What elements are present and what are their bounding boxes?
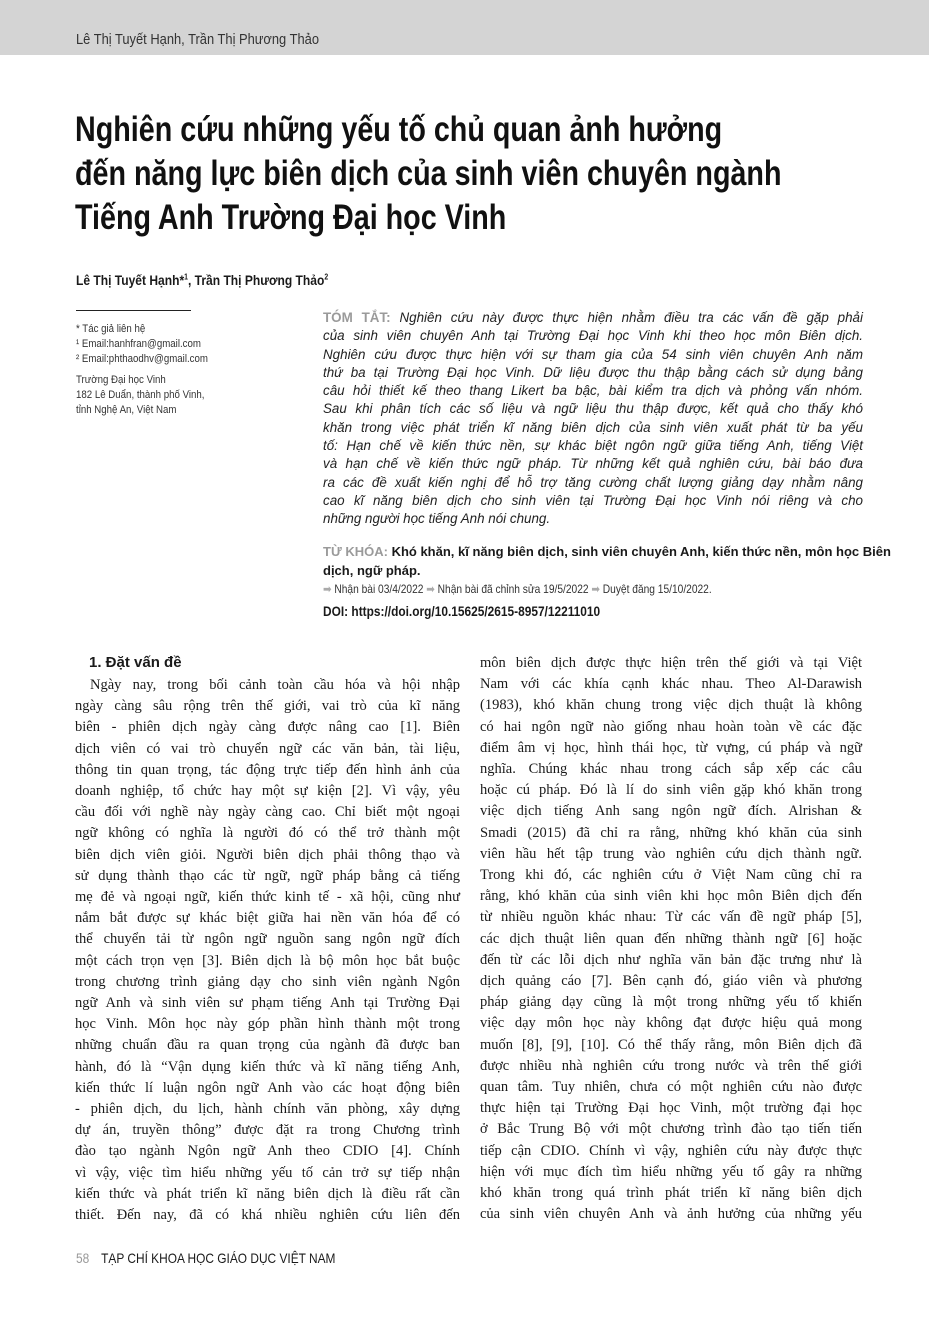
text-line: Ngày nay, trong bối cảnh toàn cầu hóa và hội nhập: [90, 677, 460, 693]
text-line: dịch viên có vai trò chuyển ngữ các văn bản, tài liệu,: [75, 740, 460, 757]
text-line: đến từ các lỗi dịch như nghĩa văn bản đặc trưng như là: [480, 951, 862, 968]
text-line: tố: Hạn chế về kiến thức nền, sự khác biệt ngôn ngữ giữa tiếng Anh, tiếng Việt: [323, 438, 863, 454]
text-line: viên hầu hết tập trung vào nghiên cứu dịch thành ngữ.: [480, 845, 862, 862]
author-sep: ,: [187, 272, 195, 288]
section-label: TỪ KHÓA:: [323, 544, 388, 559]
journal-name: TẠP CHÍ KHOA HỌC GIÁO DỤC VIỆT NAM: [101, 1250, 336, 1266]
text-line: cầu đối với nghề này ngày càng cao. Chỉ biết một ngoại: [75, 804, 460, 821]
text-line: Sau khi phân tích các số liệu và ngữ liệu thu thập được, kết quả cho thấy khó: [323, 401, 863, 417]
text-line: dự án, truyền thông” được đặt ra trong Chương trình: [75, 1122, 460, 1139]
text-line: những chuẩn đầu ra quan trọng của ngành đã được ban: [75, 1037, 460, 1054]
title-line: Nghiên cứu những yếu tố chủ quan ảnh hưởng: [75, 110, 723, 149]
arrow-icon: ➡: [591, 582, 600, 596]
affiliation-line: Trường Đại học Vinh: [76, 374, 166, 386]
email-2[interactable]: ² Email:phthaodhv@gmail.com: [76, 353, 208, 365]
text-line: một cách trọn vẹn [3]. Biên dịch là bộ môn học bắt buộc: [75, 952, 460, 969]
text-line: [323, 542, 891, 561]
corresponding-note: * Tác giả liên hệ: [76, 323, 146, 335]
arrow-icon: ➡: [323, 582, 332, 596]
text-line: có hai ngôn ngữ nào giống nhau hoàn toàn về các đặc: [480, 718, 862, 735]
text-line: Nam với các khía cạnh khác nhau. Theo Al-Darawish: [480, 676, 862, 693]
text-line: việc dạy môn học này không đạt được hiệu quả mong: [480, 1015, 862, 1032]
text-line: thông tin quan trọng, tác động trực tiếp đến hình ảnh của: [75, 761, 460, 778]
running-header: Lê Thị Tuyết Hạnh, Trần Thị Phương Thảo: [76, 31, 319, 48]
text-line: kiến thức và phát triển kĩ năng biên dịch là điều rất cần: [75, 1185, 460, 1202]
title-line: đến năng lực biên dịch của sinh viên chuyên ngành: [75, 154, 782, 193]
text-line: tiếp cận CDIO. Chính vì vậy, nghiên cứu này được thực: [480, 1142, 862, 1159]
text-run: Khó khăn, kĩ năng biên dịch, sinh viên chuyên Anh, kiến thức nền, môn học Biên: [387, 544, 891, 559]
affiliation-line: tỉnh Nghệ An, Việt Nam: [76, 404, 177, 416]
text-line: ra các đề xuất kiến nghị để hỗ trợ tăng cường chất lượng giảng dạy nhằm nâng: [323, 474, 863, 490]
page-footer: [76, 1250, 335, 1266]
text-line: và hạn chế về kiến thức ngữ pháp. Từ những kết quả nghiên cứu, bài báo đưa: [323, 456, 863, 472]
footnote-rule: [76, 310, 191, 311]
text-line: Smadi (2015) đã chỉ ra rằng, những khó khăn của sinh: [480, 824, 862, 841]
text-line: quan tâm. Tuy nhiên, chưa có một nghiên cứu nào được: [480, 1079, 862, 1096]
text-line: biên dịch viên giỏi. Người biên dịch phải thông thạo và: [75, 846, 460, 863]
text-line: điểm âm vị học, hình thái học, từ vựng, cú pháp và ngữ: [480, 739, 862, 756]
text-line: của sinh viên chuyên Anh tại Trường Đại học Vinh khi theo học môn Biên dịch.: [323, 328, 863, 344]
text-line: việc dịch tiếng Anh sang ngôn ngữ đích. Alrishan &: [480, 803, 862, 820]
text-line: khăn trong việc phát triển kĩ năng biên dịch của sinh viên xuất phát từ ba yếu: [323, 419, 863, 435]
author-2: Trần Thị Phương Thảo: [194, 272, 325, 288]
text-line: dịch quảng cáo [7]. Bên cạnh đó, giáo viên và phương: [480, 973, 862, 990]
text-line: rằng, khó khăn của sinh viên khi học môn Biên dịch đến: [480, 888, 862, 905]
text-line: ngày càng sâu rộng trên thế giới, vai trò của kĩ năng: [75, 698, 460, 715]
text-line: trong chương trình giảng dạy cho sinh viên ngành Ngôn: [75, 973, 460, 990]
text-line: từ nhiều nguồn khác nhau: Từ các vấn đề ngữ pháp [5],: [480, 909, 862, 926]
text-line: thực hiện tại Trường Đại học Vinh, một trường đại học: [480, 1100, 862, 1117]
text-line: thứ ba tại Trường Đại học Vinh. Dữ liệu được thu thập bằng cách sử dụng bảng: [323, 364, 863, 380]
text-line: học Vinh. Môn học này góp phần hình thành một trong: [75, 1016, 460, 1033]
received-date: Nhận bài 03/4/2022: [334, 582, 424, 596]
revised-date: Nhận bài đã chỉnh sửa 19/5/2022: [437, 582, 589, 596]
keywords: [323, 542, 891, 580]
page-number: 58: [76, 1250, 90, 1266]
text-line: thể chuyển tải từ ngôn ngữ nguồn sang ngôn ngữ đích: [75, 931, 460, 948]
text-line: sử dụng thành thạo các từ ngữ, ngữ pháp bằng cả tiếng: [75, 867, 460, 884]
text-line: ngữ Anh và sinh viên sư phạm tiếng Anh tại Trường Đại: [75, 995, 460, 1012]
text-line: doanh nghiệp, tổ chức hay một sự kiện [2]. Vì vậy, yêu: [75, 783, 460, 800]
text-line: hiện với mục đích tìm hiểu những yếu tố gây ra những: [480, 1163, 862, 1180]
text-line: của sinh viên chuyên Anh và ảnh hưởng của những yếu: [480, 1206, 862, 1223]
text-line: các dịch thuật liên quan đến những thành ngữ [6] hoặc: [480, 930, 862, 947]
abstract: [323, 309, 863, 529]
text-line: hoặc cú pháp. Đó là lí do sinh viên gặp khó khăn trong: [480, 782, 862, 799]
text-line: Nghiên cứu được thực hiện với sự tham gia của 54 sinh viên chuyên Anh năm: [323, 346, 863, 362]
doi-link[interactable]: DOI: https://doi.org/10.15625/2615-8957/12211010: [323, 603, 601, 619]
text-line: muốn [8], [9], [10]. Có thể thấy rằng, môn Biên dịch đã: [480, 1036, 862, 1053]
email-1[interactable]: ¹ Email:hanhfran@gmail.com: [76, 338, 201, 350]
text-line: nắm bắt được sự khác biệt giữa hai nền văn hóa để có: [75, 910, 460, 927]
accepted-date: Duyệt đăng 15/10/2022.: [602, 582, 712, 596]
text-line: vì vậy, việc tìm hiểu những yếu tố cản trở sự tiếp nhận: [75, 1164, 460, 1181]
text-line: [323, 309, 863, 327]
text-line: ở Bắc Trung Bộ với một chương trình đào tạo tiến tiến: [480, 1121, 862, 1138]
title-line: Tiếng Anh Trường Đại học Vinh: [75, 198, 507, 237]
text-line: môn biên dịch được thực hiện trên thế giới và tại Việt: [480, 655, 862, 671]
text-line: Trong khi đó, các nghiên cứu ở Việt Nam cũng chỉ ra: [480, 867, 862, 884]
author-list: [76, 272, 328, 288]
text-line: nghĩa. Chúng khác nhau trong cách sắp xếp các câu: [480, 761, 862, 778]
text-line: khó khăn trong quá trình phát triển kĩ năng biên dịch: [480, 1185, 862, 1202]
text-line: được nhiều nhà nghiên cứu trong nước và trên thế giới: [480, 1057, 862, 1074]
text-line: ngữ không có nghĩa là người đó có thể trở thành một: [75, 825, 460, 842]
text-line: biên - phiên dịch ngày càng được nâng cao [1]. Biên: [75, 719, 460, 736]
author-1: Lê Thị Tuyết Hạnh*: [76, 272, 185, 288]
text-line: pháp giảng dạy cũng là một trong những yếu tố khiến: [480, 994, 862, 1011]
section-heading: 1. Đặt vấn đề: [89, 654, 182, 671]
text-line: cao kĩ năng biên dịch cho sinh viên tại Trường Đại học Vinh nói riêng và cho: [323, 492, 863, 508]
text-line: hành, đó là “Vận dụng kiến thức và kĩ năng tiếng Anh,: [75, 1058, 460, 1075]
author-1-sup: 1: [184, 272, 188, 282]
text-line: (1983), khó khăn chung trong việc dịch thuật là không: [480, 697, 862, 714]
affiliation-line: 182 Lê Duẩn, thành phố Vinh,: [76, 389, 205, 401]
text-line: - phiên dịch, du lịch, hành chính văn phòng, xây dựng: [75, 1101, 460, 1118]
article-dates: [323, 582, 712, 596]
article-title: [75, 108, 782, 240]
author-2-sup: 2: [324, 272, 329, 282]
text-line: kiến thức lí luận ngôn ngữ Anh vào các hoạt động biên: [75, 1079, 460, 1096]
text-line: đào tạo ngành Ngôn ngữ Anh theo CDIO [4]. Chính: [75, 1143, 460, 1160]
body-column-left: [75, 675, 460, 1226]
text-run: Nghiên cứu này được thực hiện nhằm điều tra các vấn đề gặp phải: [390, 310, 863, 325]
text-line: những người học tiếng Anh nói chung.: [323, 511, 551, 527]
arrow-icon: ➡: [426, 582, 435, 596]
author-notes: [76, 322, 208, 418]
body-column-right: [480, 653, 862, 1225]
text-line: câu hỏi thiết kế theo thang Likert ba bậc, bài kiểm tra dịch và phỏng vấn nhóm.: [323, 383, 863, 399]
text-line: thiết. Đến nay, đã có khá nhiều nghiên cứu liên đến: [75, 1207, 460, 1224]
section-label: TÓM TẮT:: [323, 310, 391, 325]
text-line: dịch, ngữ pháp.: [323, 563, 421, 578]
text-line: mẹ đẻ và ngoại ngữ, kiến thức kinh tế - xã hội, cũng như: [75, 889, 460, 906]
